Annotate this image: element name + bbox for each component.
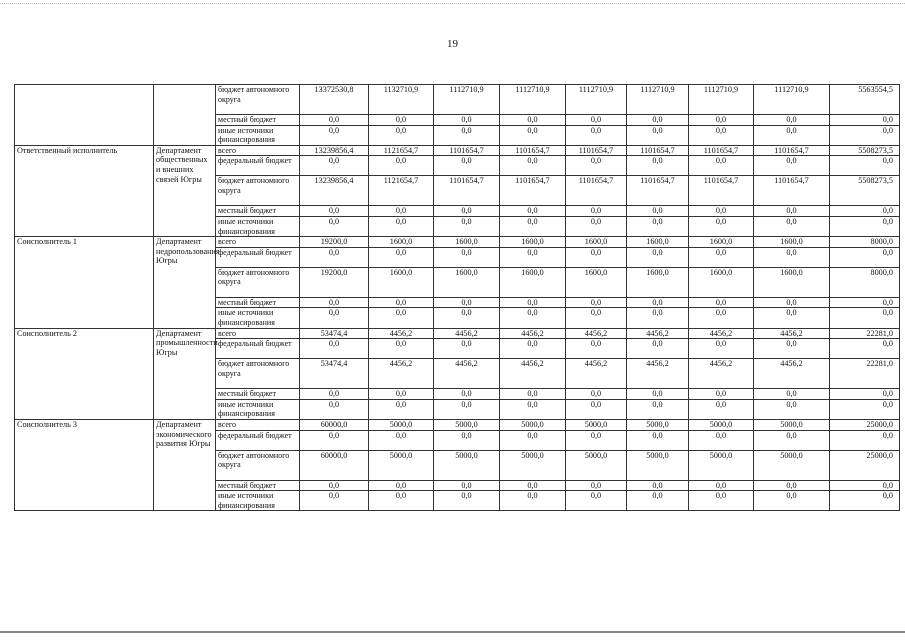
value-cell: 0,0 [627, 247, 689, 267]
value-cell: 0,0 [754, 491, 830, 511]
value-cell: 1600,0 [500, 267, 566, 297]
funding-source-cell: бюджет автономного округа [216, 85, 300, 115]
value-cell: 0,0 [627, 491, 689, 511]
value-cell: 0,0 [500, 156, 566, 176]
value-cell: 0,0 [566, 339, 627, 359]
funding-source-cell: бюджет автономного округа [216, 176, 300, 206]
value-cell: 0,0 [566, 247, 627, 267]
value-cell: 1600,0 [434, 237, 500, 248]
value-cell: 0,0 [754, 297, 830, 308]
value-cell: 5000,0 [566, 450, 627, 480]
value-cell: 0,0 [434, 125, 500, 145]
value-cell: 0,0 [500, 339, 566, 359]
budget-table [14, 84, 900, 511]
value-cell: 0,0 [434, 297, 500, 308]
value-cell: 53474,4 [300, 359, 369, 389]
value-cell: 1600,0 [754, 267, 830, 297]
value-cell: 4456,2 [500, 359, 566, 389]
table-row [15, 85, 900, 115]
total-value-cell: 5508273,5 [830, 145, 900, 156]
value-cell: 0,0 [627, 125, 689, 145]
value-cell: 0,0 [500, 115, 566, 126]
value-cell: 5000,0 [434, 419, 500, 430]
value-cell: 1101654,7 [689, 176, 754, 206]
value-cell: 0,0 [689, 480, 754, 491]
value-cell: 0,0 [566, 430, 627, 450]
department-cell: Департамент промышленности Югры [154, 328, 216, 419]
value-cell: 5000,0 [754, 450, 830, 480]
value-cell: 1600,0 [566, 267, 627, 297]
value-cell: 4456,2 [434, 359, 500, 389]
funding-source-cell: всего [216, 145, 300, 156]
value-cell: 0,0 [754, 308, 830, 328]
executor-cell: Соисполнитель 1 [15, 237, 154, 328]
value-cell: 0,0 [566, 115, 627, 126]
total-value-cell: 8000,0 [830, 267, 900, 297]
total-value-cell: 22281,0 [830, 359, 900, 389]
value-cell: 1101654,7 [434, 176, 500, 206]
value-cell: 1600,0 [689, 237, 754, 248]
value-cell: 0,0 [500, 491, 566, 511]
table-row [15, 419, 900, 430]
total-value-cell: 25000,0 [830, 419, 900, 430]
funding-source-cell: федеральный бюджет [216, 156, 300, 176]
value-cell: 1600,0 [369, 267, 434, 297]
funding-source-cell: федеральный бюджет [216, 339, 300, 359]
value-cell: 0,0 [434, 247, 500, 267]
value-cell: 5000,0 [369, 450, 434, 480]
value-cell: 0,0 [754, 247, 830, 267]
value-cell: 0,0 [689, 389, 754, 400]
value-cell: 1600,0 [754, 237, 830, 248]
value-cell: 0,0 [627, 308, 689, 328]
value-cell: 0,0 [434, 216, 500, 236]
value-cell: 4456,2 [566, 359, 627, 389]
value-cell: 1600,0 [500, 237, 566, 248]
value-cell: 0,0 [300, 206, 369, 217]
value-cell: 1101654,7 [434, 145, 500, 156]
value-cell: 5000,0 [689, 419, 754, 430]
value-cell: 0,0 [300, 115, 369, 126]
value-cell: 0,0 [689, 297, 754, 308]
table-row [15, 328, 900, 339]
value-cell: 0,0 [300, 339, 369, 359]
funding-source-cell: бюджет автономного округа [216, 267, 300, 297]
total-value-cell: 0,0 [830, 308, 900, 328]
value-cell: 0,0 [500, 216, 566, 236]
value-cell: 0,0 [369, 339, 434, 359]
value-cell: 0,0 [754, 115, 830, 126]
value-cell: 0,0 [566, 389, 627, 400]
bottom-scan-edge [0, 631, 905, 633]
value-cell: 0,0 [754, 389, 830, 400]
value-cell: 1101654,7 [627, 176, 689, 206]
funding-source-cell: всего [216, 419, 300, 430]
total-value-cell: 0,0 [830, 206, 900, 217]
value-cell: 0,0 [500, 297, 566, 308]
executor-cell: Соисполнитель 3 [15, 419, 154, 510]
value-cell: 0,0 [627, 216, 689, 236]
top-scan-edge [0, 3, 905, 4]
value-cell: 1121654,7 [369, 176, 434, 206]
value-cell: 0,0 [627, 297, 689, 308]
value-cell: 0,0 [500, 125, 566, 145]
funding-source-cell: местный бюджет [216, 389, 300, 400]
total-value-cell: 0,0 [830, 216, 900, 236]
value-cell: 0,0 [500, 430, 566, 450]
value-cell: 4456,2 [566, 328, 627, 339]
value-cell: 0,0 [689, 430, 754, 450]
total-value-cell: 22281,0 [830, 328, 900, 339]
value-cell: 4456,2 [689, 328, 754, 339]
total-value-cell: 5563554,5 [830, 85, 900, 115]
value-cell: 0,0 [689, 247, 754, 267]
value-cell: 0,0 [300, 308, 369, 328]
value-cell: 0,0 [500, 399, 566, 419]
funding-source-cell: бюджет автономного округа [216, 359, 300, 389]
value-cell: 1101654,7 [689, 145, 754, 156]
value-cell: 1600,0 [627, 237, 689, 248]
value-cell: 0,0 [566, 206, 627, 217]
value-cell: 0,0 [369, 430, 434, 450]
total-value-cell: 0,0 [830, 339, 900, 359]
funding-source-cell: местный бюджет [216, 206, 300, 217]
value-cell: 0,0 [500, 206, 566, 217]
value-cell: 0,0 [689, 206, 754, 217]
value-cell: 0,0 [566, 156, 627, 176]
total-value-cell: 0,0 [830, 491, 900, 511]
value-cell: 0,0 [566, 491, 627, 511]
value-cell: 0,0 [500, 308, 566, 328]
value-cell: 4456,2 [627, 328, 689, 339]
department-cell [154, 85, 216, 146]
value-cell: 5000,0 [627, 450, 689, 480]
value-cell: 0,0 [689, 399, 754, 419]
value-cell: 0,0 [369, 156, 434, 176]
value-cell: 0,0 [689, 491, 754, 511]
value-cell: 0,0 [369, 125, 434, 145]
value-cell: 5000,0 [627, 419, 689, 430]
value-cell: 60000,0 [300, 419, 369, 430]
total-value-cell: 0,0 [830, 389, 900, 400]
value-cell: 0,0 [300, 389, 369, 400]
total-value-cell: 0,0 [830, 125, 900, 145]
value-cell: 19200,0 [300, 267, 369, 297]
value-cell: 5000,0 [369, 419, 434, 430]
value-cell: 0,0 [300, 480, 369, 491]
value-cell: 0,0 [627, 430, 689, 450]
table-row [15, 145, 900, 156]
value-cell: 0,0 [627, 339, 689, 359]
funding-source-cell: иные источники финансирования [216, 216, 300, 236]
value-cell: 1121654,7 [369, 145, 434, 156]
funding-source-cell: всего [216, 328, 300, 339]
value-cell: 0,0 [566, 125, 627, 145]
value-cell: 0,0 [300, 156, 369, 176]
value-cell: 0,0 [566, 297, 627, 308]
value-cell: 0,0 [500, 480, 566, 491]
value-cell: 0,0 [369, 247, 434, 267]
value-cell: 4456,2 [689, 359, 754, 389]
total-value-cell: 0,0 [830, 399, 900, 419]
value-cell: 0,0 [434, 206, 500, 217]
value-cell: 4456,2 [369, 328, 434, 339]
value-cell: 0,0 [300, 247, 369, 267]
total-value-cell: 8000,0 [830, 237, 900, 248]
value-cell: 0,0 [434, 399, 500, 419]
value-cell: 0,0 [369, 206, 434, 217]
value-cell: 4456,2 [434, 328, 500, 339]
page-number: 19 [447, 38, 458, 50]
value-cell: 0,0 [689, 125, 754, 145]
value-cell: 0,0 [434, 115, 500, 126]
budget-table-body [15, 85, 900, 511]
value-cell: 13239856,4 [300, 176, 369, 206]
value-cell: 4456,2 [627, 359, 689, 389]
value-cell: 0,0 [300, 491, 369, 511]
value-cell: 0,0 [627, 156, 689, 176]
value-cell: 1600,0 [566, 237, 627, 248]
funding-source-cell: иные источники финансирования [216, 125, 300, 145]
value-cell: 0,0 [300, 430, 369, 450]
value-cell: 0,0 [754, 480, 830, 491]
value-cell: 0,0 [434, 430, 500, 450]
value-cell: 1101654,7 [566, 176, 627, 206]
value-cell: 0,0 [300, 216, 369, 236]
value-cell: 0,0 [369, 115, 434, 126]
value-cell: 0,0 [369, 491, 434, 511]
value-cell: 1112710,9 [500, 85, 566, 115]
total-value-cell: 0,0 [830, 480, 900, 491]
value-cell: 0,0 [754, 216, 830, 236]
value-cell: 1101654,7 [500, 145, 566, 156]
funding-source-cell: федеральный бюджет [216, 247, 300, 267]
value-cell: 5000,0 [434, 450, 500, 480]
total-value-cell: 0,0 [830, 156, 900, 176]
value-cell: 5000,0 [754, 419, 830, 430]
value-cell: 0,0 [369, 216, 434, 236]
value-cell: 1101654,7 [754, 176, 830, 206]
value-cell: 13372530,8 [300, 85, 369, 115]
value-cell: 1600,0 [434, 267, 500, 297]
value-cell: 0,0 [369, 389, 434, 400]
value-cell: 0,0 [754, 339, 830, 359]
value-cell: 0,0 [689, 339, 754, 359]
value-cell: 0,0 [754, 399, 830, 419]
executor-cell [15, 85, 154, 146]
value-cell: 1112710,9 [627, 85, 689, 115]
funding-source-cell: иные источники финансирования [216, 308, 300, 328]
value-cell: 19200,0 [300, 237, 369, 248]
value-cell: 0,0 [369, 308, 434, 328]
funding-source-cell: иные источники финансирования [216, 399, 300, 419]
value-cell: 0,0 [434, 339, 500, 359]
value-cell: 0,0 [566, 308, 627, 328]
value-cell: 5000,0 [689, 450, 754, 480]
table-row [15, 237, 900, 248]
funding-source-cell: федеральный бюджет [216, 430, 300, 450]
total-value-cell: 0,0 [830, 430, 900, 450]
value-cell: 0,0 [689, 115, 754, 126]
value-cell: 0,0 [300, 399, 369, 419]
department-cell: Департамент общественных и внешних связей Югры [154, 145, 216, 236]
total-value-cell: 0,0 [830, 115, 900, 126]
value-cell: 0,0 [369, 399, 434, 419]
value-cell: 0,0 [754, 206, 830, 217]
funding-source-cell: иные источники финансирования [216, 491, 300, 511]
value-cell: 60000,0 [300, 450, 369, 480]
value-cell: 5000,0 [500, 450, 566, 480]
funding-source-cell: бюджет автономного округа [216, 450, 300, 480]
value-cell: 0,0 [369, 297, 434, 308]
value-cell: 0,0 [434, 491, 500, 511]
value-cell: 1600,0 [627, 267, 689, 297]
value-cell: 4456,2 [369, 359, 434, 389]
value-cell: 1112710,9 [566, 85, 627, 115]
value-cell: 0,0 [434, 156, 500, 176]
value-cell: 0,0 [627, 115, 689, 126]
value-cell: 0,0 [434, 308, 500, 328]
value-cell: 4456,2 [754, 328, 830, 339]
value-cell: 13239856,4 [300, 145, 369, 156]
executor-cell: Соисполнитель 2 [15, 328, 154, 419]
funding-source-cell: всего [216, 237, 300, 248]
value-cell: 1101654,7 [566, 145, 627, 156]
value-cell: 0,0 [627, 389, 689, 400]
value-cell: 5000,0 [566, 419, 627, 430]
value-cell: 1132710,9 [369, 85, 434, 115]
value-cell: 0,0 [369, 480, 434, 491]
value-cell: 0,0 [300, 297, 369, 308]
value-cell: 0,0 [754, 125, 830, 145]
department-cell: Департамент недропользования Югры [154, 237, 216, 328]
value-cell: 1600,0 [689, 267, 754, 297]
total-value-cell: 0,0 [830, 247, 900, 267]
value-cell: 4456,2 [754, 359, 830, 389]
value-cell: 1112710,9 [434, 85, 500, 115]
value-cell: 53474,4 [300, 328, 369, 339]
total-value-cell: 5508273,5 [830, 176, 900, 206]
executor-cell: Ответственный исполнитель [15, 145, 154, 236]
department-cell: Департамент экономического развития Югры [154, 419, 216, 510]
value-cell: 0,0 [566, 480, 627, 491]
value-cell: 0,0 [566, 399, 627, 419]
value-cell: 0,0 [754, 156, 830, 176]
value-cell: 1600,0 [369, 237, 434, 248]
value-cell: 0,0 [627, 206, 689, 217]
value-cell: 0,0 [627, 399, 689, 419]
value-cell: 0,0 [689, 308, 754, 328]
value-cell: 0,0 [434, 480, 500, 491]
value-cell: 0,0 [754, 430, 830, 450]
value-cell: 4456,2 [500, 328, 566, 339]
value-cell: 1101654,7 [754, 145, 830, 156]
value-cell: 0,0 [300, 125, 369, 145]
value-cell: 5000,0 [500, 419, 566, 430]
funding-source-cell: местный бюджет [216, 297, 300, 308]
funding-source-cell: местный бюджет [216, 115, 300, 126]
value-cell: 0,0 [627, 480, 689, 491]
value-cell: 1101654,7 [500, 176, 566, 206]
value-cell: 0,0 [689, 156, 754, 176]
value-cell: 1112710,9 [754, 85, 830, 115]
value-cell: 1101654,7 [627, 145, 689, 156]
funding-source-cell: местный бюджет [216, 480, 300, 491]
value-cell: 0,0 [500, 389, 566, 400]
value-cell: 0,0 [566, 216, 627, 236]
total-value-cell: 25000,0 [830, 450, 900, 480]
value-cell: 1112710,9 [689, 85, 754, 115]
value-cell: 0,0 [689, 216, 754, 236]
value-cell: 0,0 [434, 389, 500, 400]
value-cell: 0,0 [500, 247, 566, 267]
total-value-cell: 0,0 [830, 297, 900, 308]
